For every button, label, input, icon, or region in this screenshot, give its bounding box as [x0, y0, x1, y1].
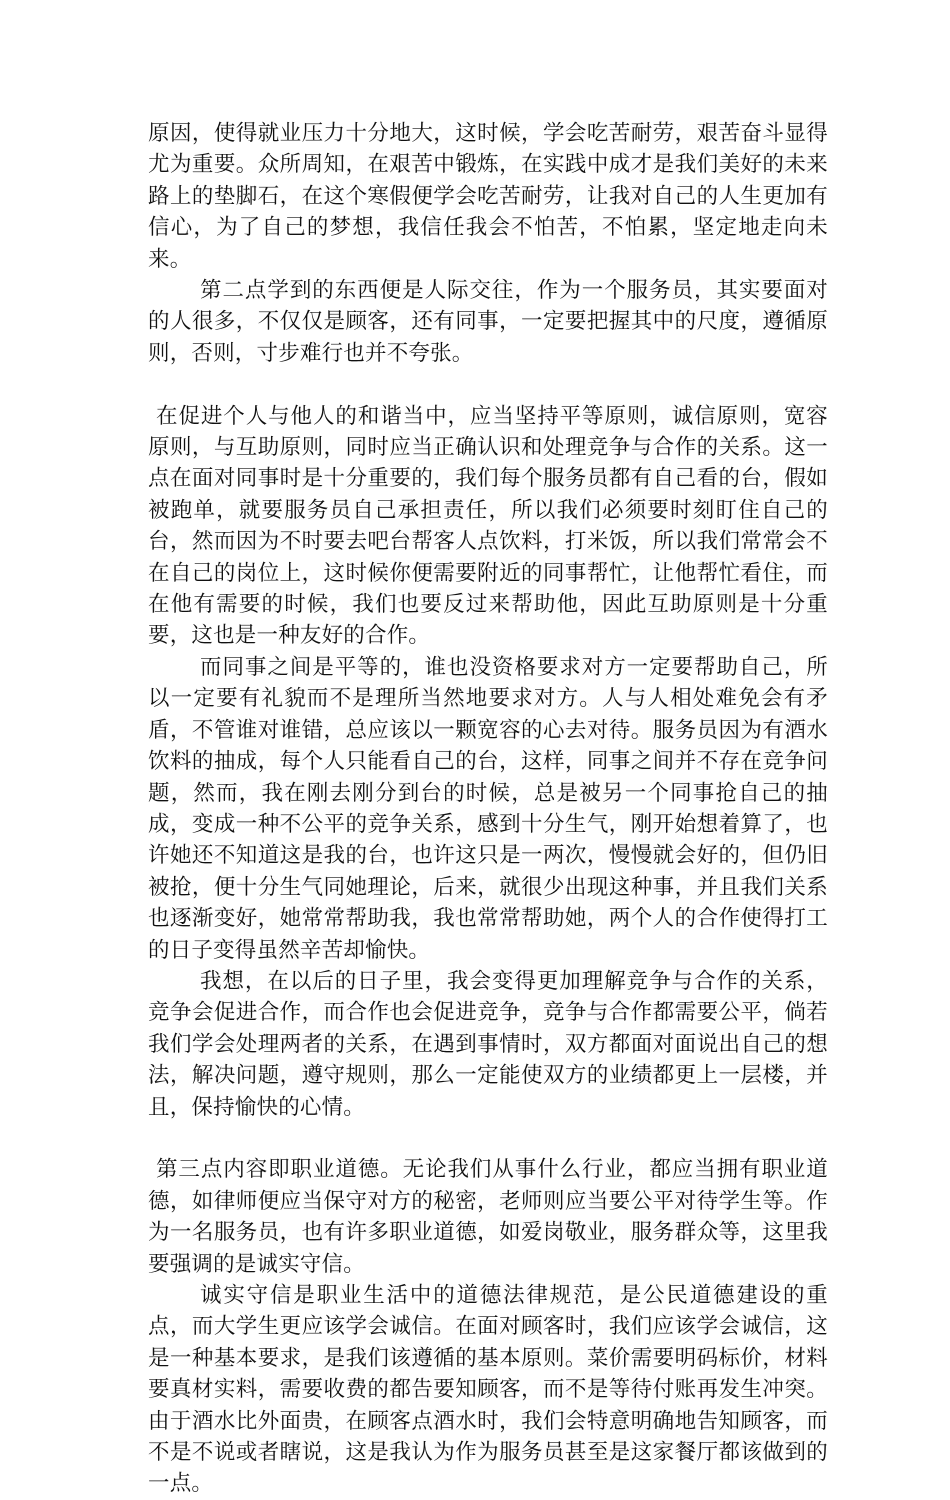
paragraph-gap — [148, 1123, 828, 1154]
paragraph-1: 原因，使得就业压力十分地大，这时候，学会吃苦耐劳，艰苦奋斗显得尤为重要。众所周知，在艰苦中锻炼，在实践中成才是我们美好的未来路上的垫脚石，在这个寒假便学会吃苦耐劳，让我对自己的人生更加有信心，为了自己的梦想，我信任我会不怕苦，不怕累，坚定地走向未来。 — [148, 121, 828, 272]
paragraph-7: 诚实守信是职业生活中的道德法律规范，是公民道德建设的重点，而大学生更应该学会诚信。在面对顾客时，我们应该学会诚信，这是一种基本要求，是我们该遵循的基本原则。菜价需要明码标价，材料要真材实料，需要收费的都告要知顾客，而不是等待付账再发生冲突。由于酒水比外面贵，在顾客点酒水时，我们会特意明确地告知顾客，而不是不说或者瞎说，这是我认为作为服务员甚至是这家餐厅都该做到的一点。 — [148, 1283, 828, 1497]
paragraph-6: 第三点内容即职业道德。无论我们从事什么行业，都应当拥有职业道德，如律师便应当保守对方的秘密，老师则应当要公平对待学生等。作为一名服务员，也有许多职业道德，如爱岗敬业，服务群众等，这里我要强调的是诚实守信。 — [148, 1157, 828, 1277]
document-body — [148, 118, 828, 1500]
paragraph-3: 在促进个人与他人的和谐当中，应当坚持平等原则，诚信原则，宽容原则，与互助原则，同时应当正确认识和处理竞争与合作的关系。这一点在面对同事时是十分重要的，我们每个服务员都有自己看的台，假如被跑单，就要服务员自己承担责任，所以我们必须要时刻盯住自己的台，然而因为不时要去吧台帮客人点饮料，打米饭，所以我们常常会不在自己的岗位上，这时候你便需要附近的同事帮忙，让他帮忙看住，而在他有需要的时候，我们也要反过来帮助他，因此互助原则是十分重要，这也是一种友好的合作。 — [148, 403, 828, 649]
paragraph-2: 第二点学到的东西便是人际交往，作为一个服务员，其实要面对的人很多，不仅仅是顾客，还有同事，一定要把握其中的尺度，遵循原则，否则，寸步难行也并不夸张。 — [148, 278, 828, 366]
paragraph-4: 而同事之间是平等的，谁也没资格要求对方一定要帮助自己，所以一定要有礼貌而不是理所当然地要求对方。人与人相处难免会有矛盾，不管谁对谁错，总应该以一颗宽容的心去对待。服务员因为有酒水饮料的抽成，每个人只能看自己的台，这样，同事之间并不存在竞争问题，然而，我在刚去刚分到台的时候，总是被另一个同事抢自己的抽成，变成一种不公平的竞争关系，感到十分生气，刚开始想着算了，也许她还不知道这是我的台，也许这只是一两次，慢慢就会好的，但仍旧被抢，便十分生气同她理论，后来，就很少出现这种事，并且我们关系也逐渐变好，她常常帮助我，我也常常帮助她，两个人的合作使得打工的日子变得虽然辛苦却愉快。 — [148, 654, 828, 963]
paragraph-gap — [148, 369, 828, 400]
paragraph-5: 我想，在以后的日子里，我会变得更加理解竞争与合作的关系，竞争会促进合作，而合作也会促进竞争，竞争与合作都需要公平，倘若我们学会处理两者的关系，在遇到事情时，双方都面对面说出自己的想法，解决问题，遵守规则，那么一定能使双方的业绩都更上一层楼，并且，保持愉快的心情。 — [148, 968, 828, 1120]
